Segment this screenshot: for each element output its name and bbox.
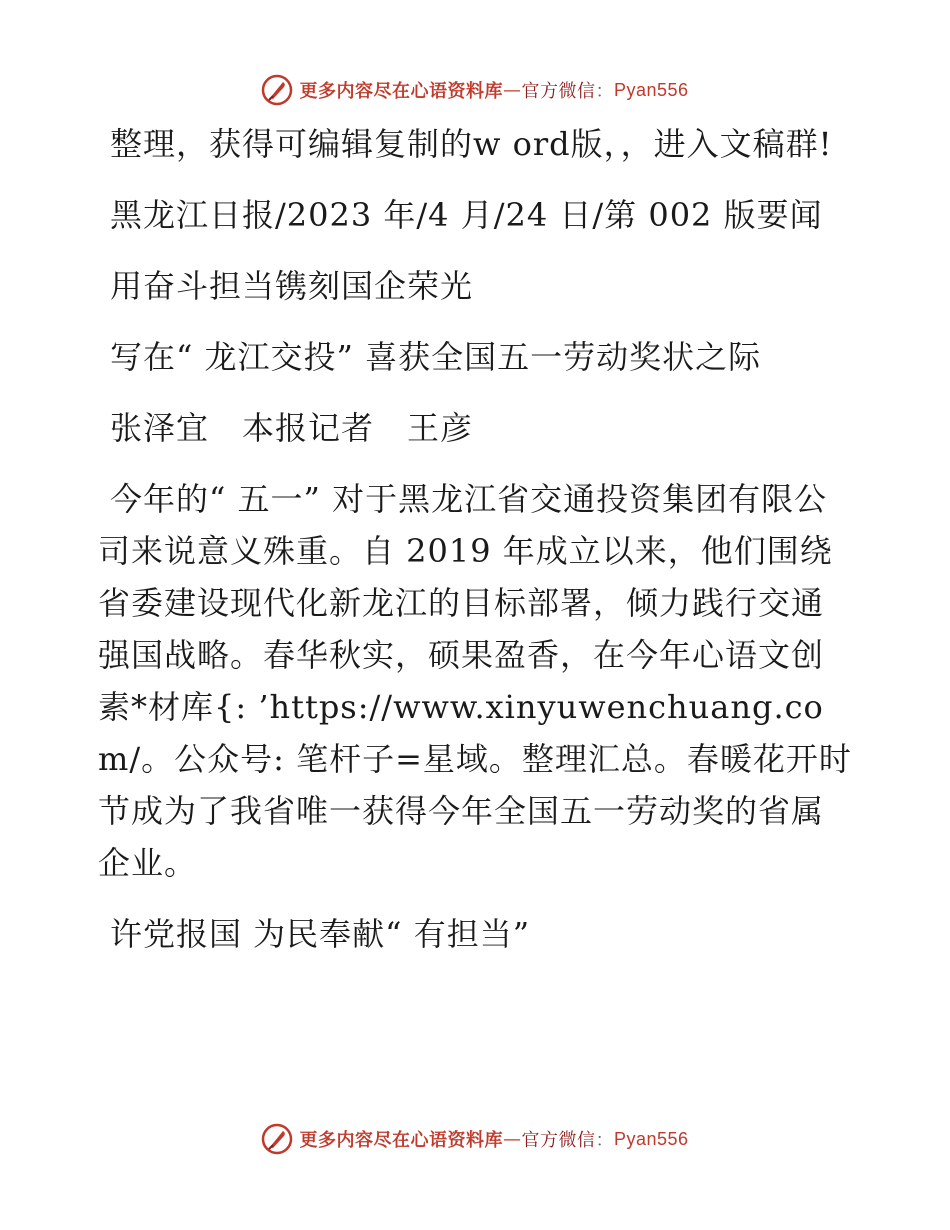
banner-wechat-label: 官方微信 bbox=[521, 1130, 596, 1151]
banner-brand-text: 更多内容尽在心语资料库 bbox=[299, 81, 503, 102]
newspaper-source-line: 黑龙江日报/2023 年/4 月/24 日/第 002 版要闻 bbox=[110, 196, 823, 234]
article-title: 用奋斗担当镌刻国企荣光 bbox=[110, 267, 474, 305]
banner-dash: — bbox=[502, 1128, 522, 1150]
feather-pen-logo-icon bbox=[261, 74, 293, 106]
feather-pen-logo-icon bbox=[261, 1123, 293, 1155]
banner-brand-text: 更多内容尽在心语资料库 bbox=[299, 1130, 503, 1151]
header-watermark-banner bbox=[0, 70, 950, 110]
footer-watermark-banner bbox=[0, 1119, 950, 1159]
article-byline: 张泽宜 本报记者 王彦 bbox=[110, 409, 474, 447]
article-body-paragraph: 今年的“ 五一” 对于黑龙江省交通投资集团有限公司来说意义殊重。自 2019 年成立以来，他们围绕省委建设现代化新龙江的目标部署，倾力践行交通强国战略。春华秋实，硕果盈香，在今年心语文创素*材库{: ’https://www.xinyuwenchuang.com/。公众号: 笔杆子=星域。整理汇总。春暖花开时节成为了我省唯一获得今年全国五一劳动奖的省属企业。 bbox=[98, 480, 852, 882]
banner-colon: ： bbox=[595, 81, 614, 102]
banner-account: Pyan556 bbox=[613, 1128, 689, 1149]
intro-paragraph: 整理，获得可编辑复制的w ord版，，进入文稿群! bbox=[110, 125, 833, 163]
banner-wechat-label: 官方微信 bbox=[521, 81, 596, 102]
banner-dash: — bbox=[502, 79, 522, 101]
document-body bbox=[98, 118, 853, 979]
banner-account: Pyan556 bbox=[613, 79, 689, 100]
section-heading: 许党报国 为民奉献“ 有担当” bbox=[110, 915, 531, 953]
article-subtitle: 写在“ 龙江交投” 喜获全国五一劳动奖状之际 bbox=[110, 338, 762, 376]
banner-colon: ： bbox=[595, 1130, 614, 1151]
